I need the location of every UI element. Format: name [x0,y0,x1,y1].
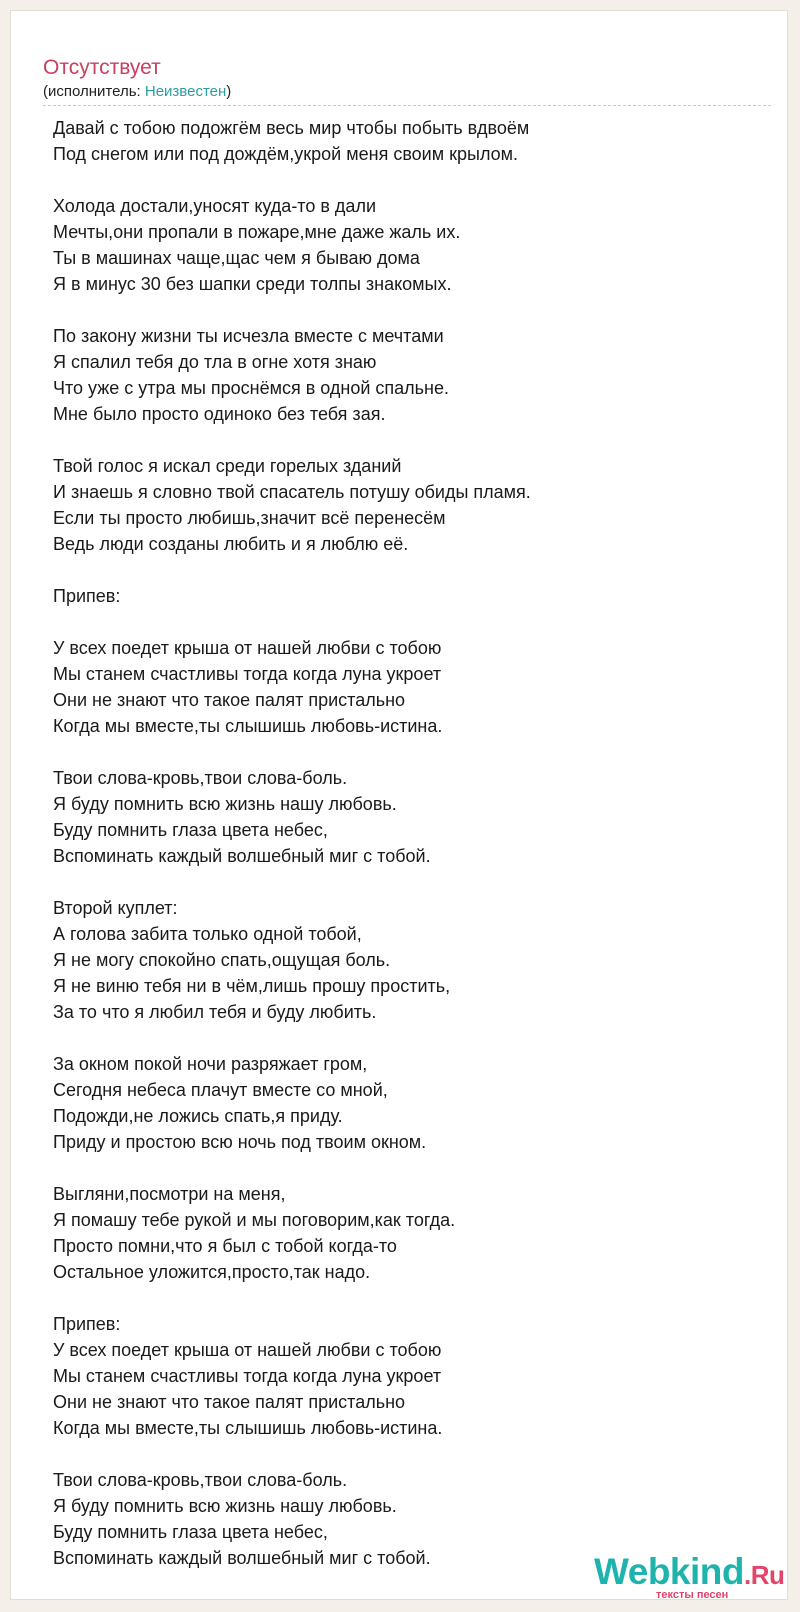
lyric-line: Я буду помнить всю жизнь нашу любовь. [53,1496,397,1516]
lyrics-text [53,115,753,1571]
lyric-blank-line [53,609,753,635]
lyric-line: За то что я любил тебя и буду любить. [53,1002,377,1022]
logo-tagline: тексты песен [656,1589,729,1601]
lyric-line: Подожди,не ложись спать,я приду. [53,1106,343,1126]
lyric-line: Когда мы вместе,ты слышишь любовь-истина. [53,716,443,736]
lyric-line: Твои слова-кровь,твои слова-боль. [53,768,348,788]
lyric-line: Под снегом или под дождём,укрой меня своим крылом. [53,144,519,164]
artist-suffix: ) [226,83,232,100]
lyric-blank-line [53,167,753,193]
lyric-line: Когда мы вместе,ты слышишь любовь-истина. [53,1418,443,1438]
lyric-line: Я буду помнить всю жизнь нашу любовь. [53,794,397,814]
lyrics-card [10,10,788,1600]
lyric-line: Что уже с утра мы проснёмся в одной спальне. [53,378,450,398]
lyric-line: Мне было просто одиноко без тебя зая. [53,404,386,424]
artist-line [43,82,231,102]
lyric-line: Выгляни,посмотри на меня, [53,1184,286,1204]
lyric-blank-line [53,1441,753,1467]
lyric-line: У всех поедет крыша от нашей любви с тобою [53,1340,442,1360]
lyric-line: Припев: [53,586,121,606]
lyric-line: Остальное уложится,просто,так надо. [53,1262,371,1282]
lyric-line: И знаешь я словно твой спасатель потушу обиды пламя. [53,482,531,502]
lyric-blank-line [53,869,753,895]
lyric-line: Мечты,они пропали в пожаре,мне даже жаль их. [53,222,461,242]
lyric-blank-line [53,297,753,323]
lyric-line: Я не виню тебя ни в чём,лишь прошу простить, [53,976,451,996]
lyric-line: Вспоминать каждый волшебный миг с тобой. [53,846,431,866]
lyric-line: Приду и простою всю ночь под твоим окном. [53,1132,427,1152]
lyric-line: Мы станем счастливы тогда когда луна укроет [53,1366,442,1386]
lyric-blank-line [53,1285,753,1311]
title-divider [43,105,771,106]
lyric-blank-line [53,1025,753,1051]
lyric-line: Я помашу тебе рукой и мы поговорим,как тогда. [53,1210,456,1230]
lyric-line: Они не знают что такое палят пристально [53,1392,406,1412]
lyric-line: Ведь люди созданы любить и я люблю её. [53,534,409,554]
lyric-line: Второй куплет: [53,898,178,918]
lyric-line: Буду помнить глаза цвета небес, [53,1522,328,1542]
lyric-line: Я в минус 30 без шапки среди толпы знакомых. [53,274,452,294]
lyric-line: Просто помни,что я был с тобой когда-то [53,1236,397,1256]
lyric-line: Холода достали,уносят куда-то в дали [53,196,376,216]
lyric-line: По закону жизни ты исчезла вместе с мечтами [53,326,444,346]
lyric-line: За окном покой ночи разряжает гром, [53,1054,368,1074]
lyric-line: Они не знают что такое палят пристально [53,690,406,710]
lyric-line: Давай с тобою подожгём весь мир чтобы побыть вдвоём [53,118,530,138]
webkind-logo[interactable] [594,1551,784,1607]
lyric-line: Буду помнить глаза цвета небес, [53,820,328,840]
lyric-line: А голова забита только одной тобой, [53,924,362,944]
lyric-line: Сегодня небеса плачут вместе со мной, [53,1080,388,1100]
lyric-blank-line [53,739,753,765]
artist-prefix: (исполнитель: [43,83,145,100]
lyric-line: Мы станем счастливы тогда когда луна укроет [53,664,442,684]
song-title: Отсутствует [43,56,161,79]
logo-name: Webkind [594,1551,744,1592]
lyric-line: Твой голос я искал среди горелых зданий [53,456,402,476]
logo-tld: .Ru [744,1560,785,1590]
lyric-line: Вспоминать каждый волшебный миг с тобой. [53,1548,431,1568]
lyric-line: Если ты просто любишь,значит всё перенесём [53,508,446,528]
lyric-line: Я не могу спокойно спать,ощущая боль. [53,950,391,970]
lyric-blank-line [53,427,753,453]
artist-link[interactable]: Неизвестен [144,83,227,100]
lyric-line: Ты в машинах чаще,щас чем я бываю дома [53,248,420,268]
lyric-blank-line [53,557,753,583]
lyric-line: У всех поедет крыша от нашей любви с тобою [53,638,442,658]
lyric-line: Я спалил тебя до тла в огне хотя знаю [53,352,377,372]
lyric-blank-line [53,1155,753,1181]
lyric-line: Припев: [53,1314,121,1334]
lyric-line: Твои слова-кровь,твои слова-боль. [53,1470,348,1490]
